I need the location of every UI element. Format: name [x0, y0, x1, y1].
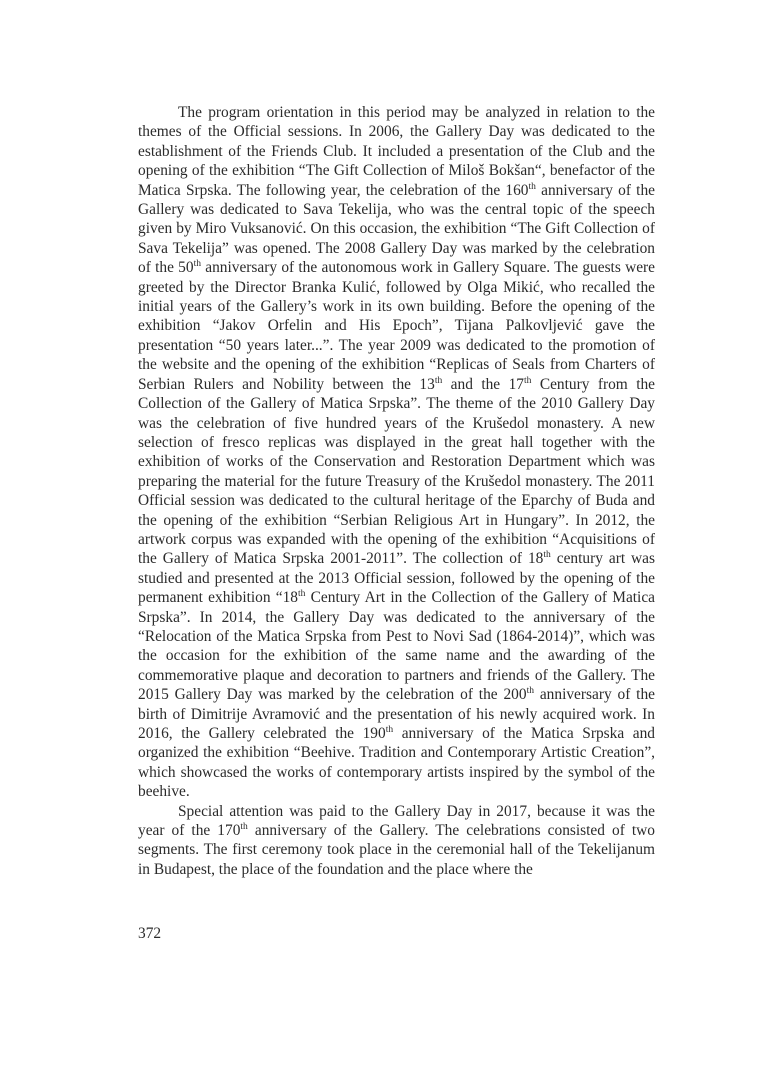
page-number: 372 — [138, 925, 162, 942]
paragraph-program-orientation: The program orientation in this period may be analyzed in relation to the themes of the Official sessions. In 2006, the Gallery Day was dedicated to the establishment of the Friends Club. It included a presentation of the Club and the opening of the exhibition “The Gift Collection of Miloš Bokšan“, benefactor of the Matica Srpska. The following year, the celebration of the 160th anniversary of the Gallery was dedicated to Sava Tekelija, who was the central topic of the speech given by Miro Vuksanović. On this occasion, the exhibition “The Gift Collection of Sava Tekelija” was opened. The 2008 Gallery Day was marked by the celebration of the 50th anniversary of the autonomous work in Gallery Square. The guests were greeted by the Director Branka Kulić, followed by Olga Mikić, who recalled the initial years of the Gallery’s work in its own building. Before the opening of the exhibition “Jakov Orfelin and His Epoch”, Tijana Palkovljević gave the presentation “50 years later...”. The year 2009 was dedicated to the promotion of the website and the opening of the exhibition “Replicas of Seals from Charters of Serbian Rulers and Nobility between the 13th and the 17th Century from the Collection of the Gallery of Matica Srpska”. The theme of the 2010 Gallery Day was the celebration of five hundred years of the Krušedol monastery. A new selection of fresco replicas was displayed in the great hall together with the exhibition of works of the Conservation and Restoration Department which was preparing the material for the future Treasury of the Krušedol monastery. The 2011 Official session was dedicated to the cultural heritage of the Eparchy of Buda and the opening of the exhibition “Serbian Religious Art in Hungary”. In 2012, the artwork corpus was expanded with the opening of the exhibition “Acquisitions of the Gallery of Matica Srpska 2001-2011”. The collection of 18th century art was studied and presented at the 2013 Official session, followed by the opening of the permanent exhibition “18th Century Art in the Collection of the Gallery of Matica Srpska”. In 2014, the Gallery Day was dedicated to the anniversary of the “Relocation of the Matica Srpska from Pest to Novi Sad (1864-2014)”, which was the occasion for the exhibition of the same name and the awarding of the commemorative plaque and decoration to partners and friends of the Gallery. The 2015 Gallery Day was marked by the celebration of the 200th anniversary of the birth of Dimitrije Avramović and the presentation of his newly acquired work. In 2016, the Gallery celebrated the 190th anniversary of the Matica Srpska and organized the exhibition “Beehive. Tradition and Contemporary Artistic Creation”, which showcased the works of contemporary artists inspired by the symbol of the beehive. — [138, 104, 655, 801]
paragraph-gallery-day-2017: Special attention was paid to the Gallery Day in 2017, because it was the year of the 170th anniversary of the Gallery. The celebrations consisted of two segments. The first ceremony took place in the ceremonial hall of the Tekelijanum in Budapest, the place of the foundation and the place where the — [138, 802, 655, 878]
body-text — [138, 103, 655, 879]
